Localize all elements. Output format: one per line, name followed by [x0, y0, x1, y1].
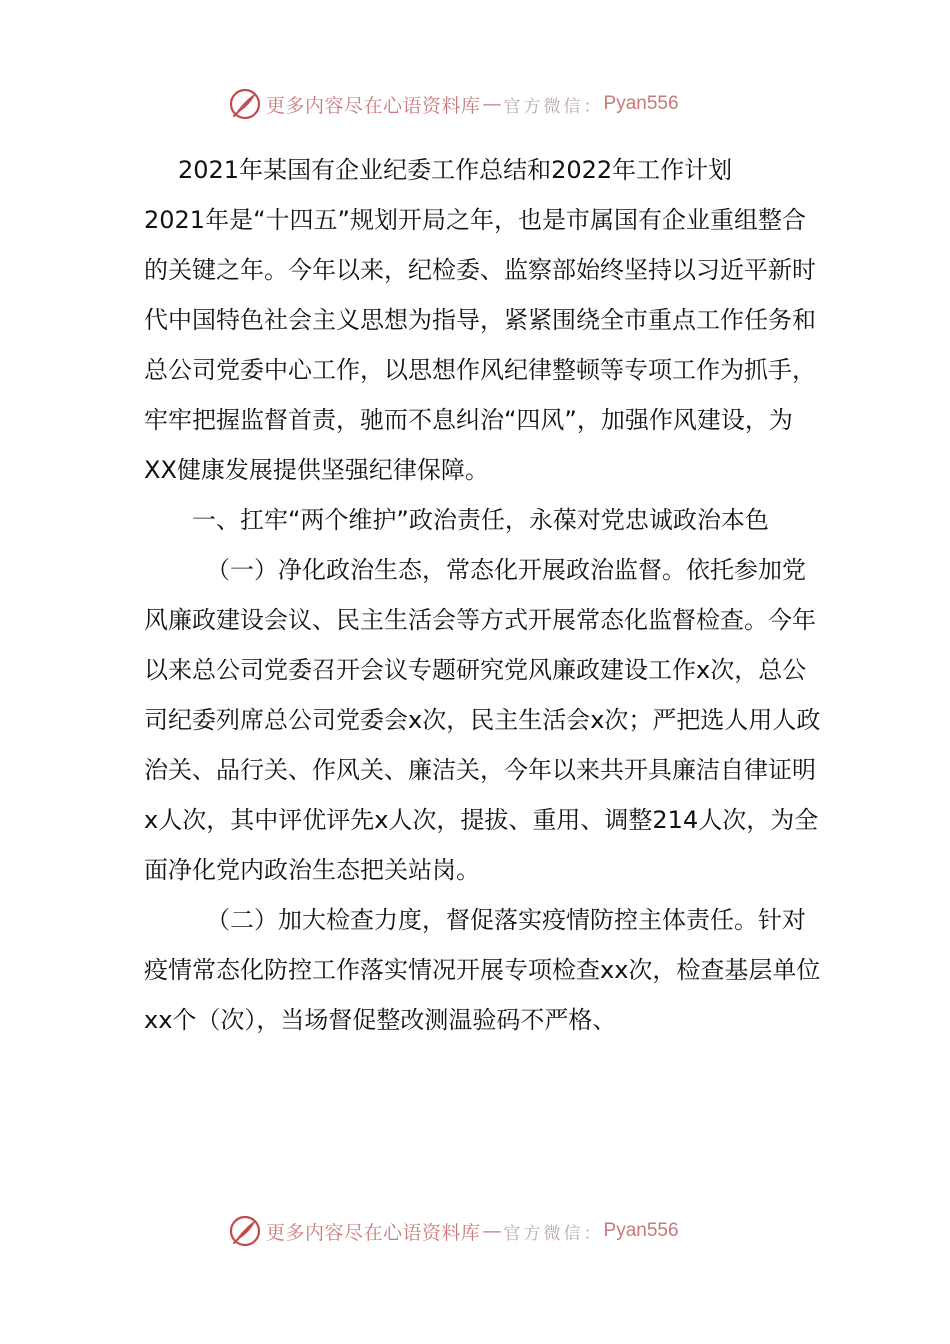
item-2-paragraph: （二）加大检查力度，督促落实疫情防控主体责任。针对疫情常态化防控工作落实情况开展专项检查xx次，检查基层单位xx个（次），当场督促整改测温验码不严格、: [144, 906, 821, 1034]
footer-banner: [228, 1211, 679, 1251]
section-1-heading: 一、扛牢“两个维护”政治责任，永葆对党忠诚政治本色: [192, 506, 769, 534]
footer-wechat-label: 官方微信：: [503, 1223, 604, 1244]
footer-wechat-id: Pyan556: [603, 1220, 679, 1241]
header-site-text: 更多内容尽在心语资料库: [266, 94, 481, 117]
intro-paragraph: 2021年是“十四五”规划开局之年，也是市属国有企业重组整合的关键之年。今年以来，纪检委、监察部始终坚持以习近平新时代中国特色社会主义思想为指导，紧紧围绕全市重点工作任务和总公司党委中心工作，以思想作风纪律整顿等专项工作为抓手，牢牢把握监督首责，驰而不息纠治“四风”，加强作风建设，为XX健康发展提供坚强纪律保障。: [144, 206, 816, 484]
header-dash: —: [482, 93, 502, 115]
header-banner: [228, 84, 679, 124]
document-title: 2021年某国有企业纪委工作总结和2022年工作计划: [178, 156, 733, 184]
footer-dash: —: [482, 1220, 502, 1242]
header-wechat-id: Pyan556: [603, 93, 679, 114]
quill-logo-icon: [228, 87, 262, 121]
document-body: [144, 145, 824, 1045]
footer-site-text: 更多内容尽在心语资料库: [266, 1221, 481, 1244]
item-1-paragraph: （一）净化政治生态，常态化开展政治监督。依托参加党风廉政建设会议、民主生活会等方式开展常态化监督检查。今年以来总公司党委召开会议专题研究党风廉政建设工作x次，总公司纪委列席总公司党委会x次，民主生活会x次；严把选人用人政治关、品行关、作风关、廉洁关，今年以来共开具廉洁自律证明x人次，其中评优评先x人次，提拔、重用、调整214人次，为全面净化党内政治生态把关站岗。: [144, 556, 821, 884]
header-wechat-label: 官方微信：: [503, 96, 604, 117]
quill-logo-icon: [228, 1214, 262, 1248]
